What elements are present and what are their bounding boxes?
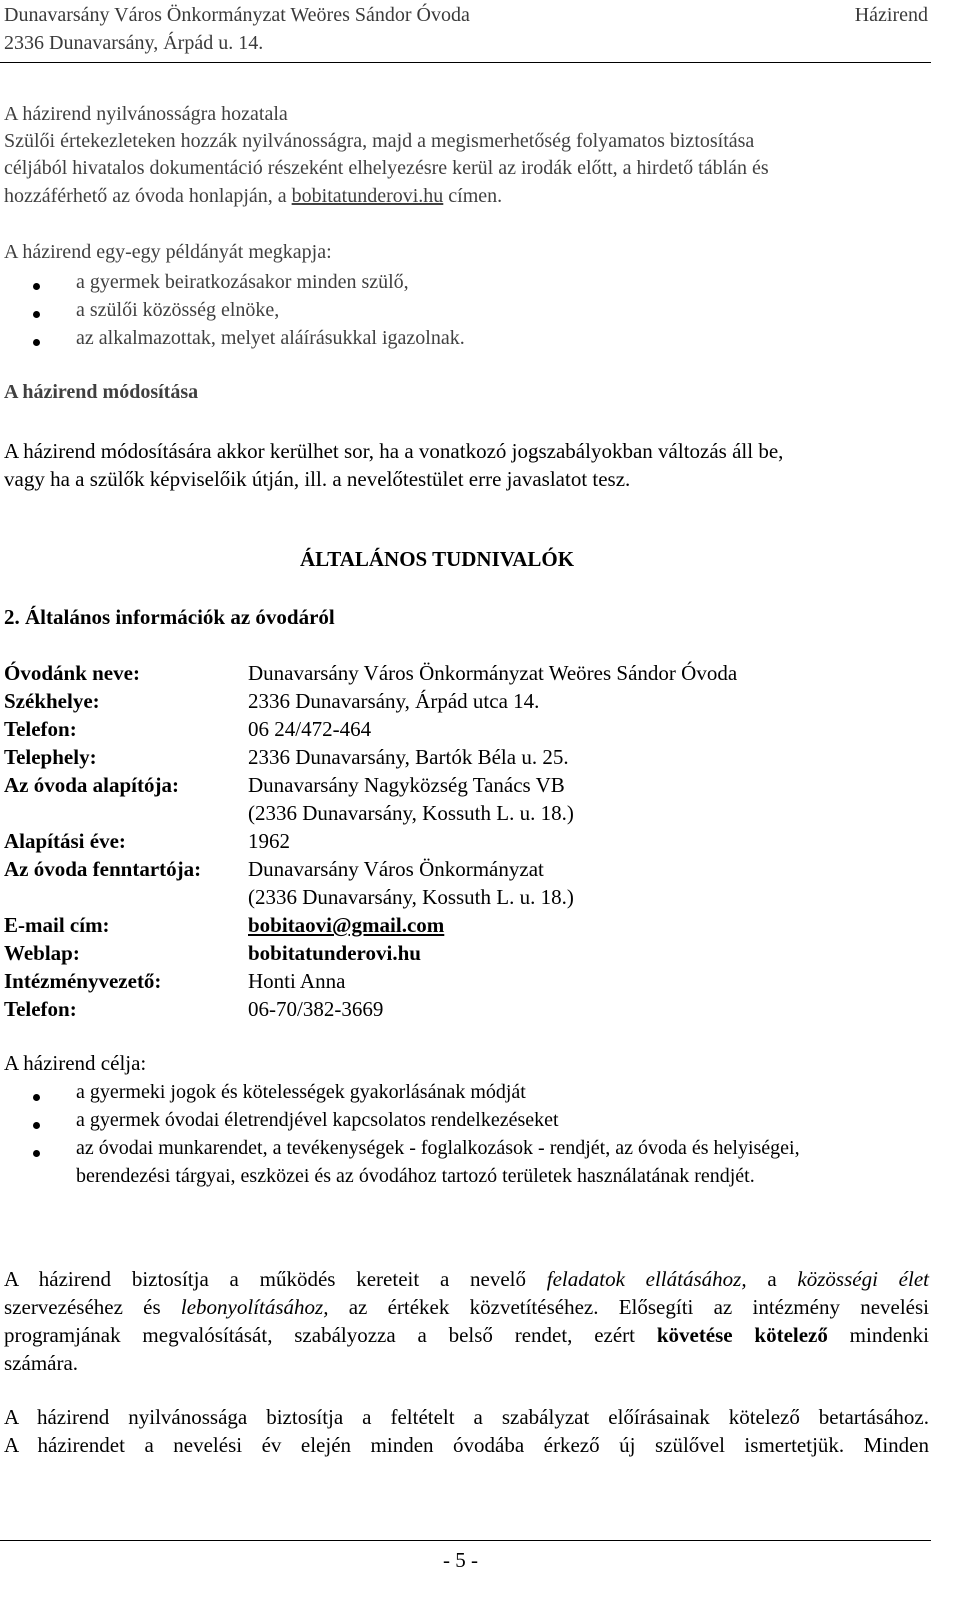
text-run: a <box>746 1267 798 1291</box>
modification-title: A házirend módosítása <box>4 381 199 403</box>
info-value: 2336 Dunavarsány, Bartók Béla u. 25. <box>248 745 569 769</box>
info-value: 06-70/382-3669 <box>248 997 384 1021</box>
info-label: Székhelye: <box>4 689 100 713</box>
bullet-icon <box>33 339 40 346</box>
modification-line-2: vagy ha a szülők képviselőik útján, ill. a nevelőtestület erre javaslatot tesz. <box>4 467 631 491</box>
general-heading: ÁLTALÁNOS TUDNIVALÓK <box>300 547 575 571</box>
paragraph2-line-2: A házirendet a nevelési év elején minden óvodába érkező új szülővel ismertetjük. Minden <box>4 1433 929 1457</box>
header-title: Dunavarsány Város Önkormányzat Weöres Sándor Óvoda <box>4 4 470 26</box>
page-number: - 5 - <box>443 1548 478 1572</box>
info-value: 06 24/472-464 <box>248 717 372 741</box>
modification-line-1: A házirend módosítására akkor kerülhet sor, ha a vonatkozó jogszabályokban változás áll be, <box>4 439 784 463</box>
info-value: Dunavarsány Város Önkormányzat <box>248 857 544 881</box>
info-value: Dunavarsány Nagyközség Tanács VB <box>248 773 565 797</box>
text-run-italic: lebonyolításához, <box>180 1295 329 1319</box>
paragraph1-line-3 <box>4 1321 929 1349</box>
purpose-item: a gyermek óvodai életrendjével kapcsolatos rendelkezéseket <box>76 1109 559 1131</box>
text-run-italic: közösségi élet <box>797 1267 929 1291</box>
header-doc-name: Házirend <box>854 4 928 26</box>
text-run: és <box>122 1295 181 1319</box>
info-value: 2336 Dunavarsány, Árpád utca 14. <box>248 689 540 713</box>
paragraph1-line-2 <box>4 1293 929 1321</box>
copies-item: az alkalmazottak, melyet aláírásukkal igazolnak. <box>76 327 465 349</box>
text-run-bold: követése kötelező <box>656 1323 828 1347</box>
header-rule <box>0 62 931 63</box>
info-label: Weblap: <box>4 941 80 965</box>
header-address: 2336 Dunavarsány, Árpád u. 14. <box>4 32 264 54</box>
purpose-item-continued: berendezési tárgyai, eszközei és az óvodához tartozó területek használatának rendjét. <box>76 1165 755 1187</box>
paragraph1-line-4: számára. <box>4 1351 79 1375</box>
purpose-title: A házirend célja: <box>4 1051 147 1075</box>
purpose-item: az óvodai munkarendet, a tevékenységek - foglalkozások - rendjét, az óvoda és helyiségei, <box>76 1137 800 1159</box>
text-run: mindenki <box>827 1323 930 1347</box>
info-label: Az óvoda fenntartója: <box>4 857 202 881</box>
text-run: A házirend biztosítja a működés kereteit a nevelő <box>4 1267 547 1291</box>
bullet-icon <box>33 1122 40 1129</box>
purpose-item: a gyermeki jogok és kötelességek gyakorlásának módját <box>76 1081 526 1103</box>
paragraph1-line-1 <box>4 1265 929 1293</box>
bullet-icon <box>33 1094 40 1101</box>
info-value: 1962 <box>248 829 290 853</box>
info-value: Honti Anna <box>248 969 346 993</box>
footer-rule <box>0 1540 931 1541</box>
publicity-line-3-pre: hozzáférhető az óvoda honlapján, a <box>4 185 292 207</box>
info-label: Telefon: <box>4 997 77 1021</box>
text-run: szervezéséhez <box>4 1295 123 1319</box>
publicity-line-2: céljából hivatalos dokumentáció részeként elhelyezésre kerül az irodák előtt, a hirdető táblán és <box>4 157 769 179</box>
text-run: programjának megvalósítását, szabályozza a belső rendet, ezért <box>4 1323 657 1347</box>
bullet-icon <box>33 311 40 318</box>
publicity-title: A házirend nyilvánosságra hozatala <box>4 103 288 125</box>
info-value: Dunavarsány Város Önkormányzat Weöres Sándor Óvoda <box>248 661 738 685</box>
info-label: E-mail cím: <box>4 913 110 937</box>
info-label: Alapítási éve: <box>4 829 126 853</box>
paragraph2-line-1: A házirend nyilvánossága biztosítja a feltételt a szabályzat előírásainak kötelező betartásához. <box>4 1405 929 1429</box>
email-link[interactable]: bobitaovi@gmail.com <box>248 913 445 937</box>
copies-intro: A házirend egy-egy példányát megkapja: <box>4 241 332 263</box>
copies-item: a gyermek beiratkozásakor minden szülő, <box>76 271 409 293</box>
text-run: az értékek közvetítéséhez. Elősegíti az intézmény nevelési <box>328 1295 929 1319</box>
text-run-italic: feladatok ellátásához, <box>546 1267 747 1291</box>
bullet-icon <box>33 283 40 290</box>
info-value: (2336 Dunavarsány, Kossuth L. u. 18.) <box>248 801 574 825</box>
publicity-line-3-post: címen. <box>443 185 503 207</box>
info-value: (2336 Dunavarsány, Kossuth L. u. 18.) <box>248 885 574 909</box>
weblap-link[interactable]: bobitatunderovi.hu <box>248 941 421 965</box>
info-label: Telephely: <box>4 745 97 769</box>
info-label: Az óvoda alapítója: <box>4 773 179 797</box>
publicity-line-3 <box>4 182 502 210</box>
publicity-line-1: Szülői értekezleteken hozzák nyilvánosságra, majd a megismerhetőség folyamatos biztosítása <box>4 130 755 152</box>
info-label: Intézményvezető: <box>4 969 162 993</box>
copies-item: a szülői közösség elnöke, <box>76 299 280 321</box>
general-subheading: 2. Általános információk az óvodáról <box>4 605 335 629</box>
website-link[interactable]: bobitatunderovi.hu <box>291 185 444 207</box>
info-label: Telefon: <box>4 717 77 741</box>
info-label: Óvodánk neve: <box>4 661 140 685</box>
bullet-icon <box>33 1150 40 1157</box>
